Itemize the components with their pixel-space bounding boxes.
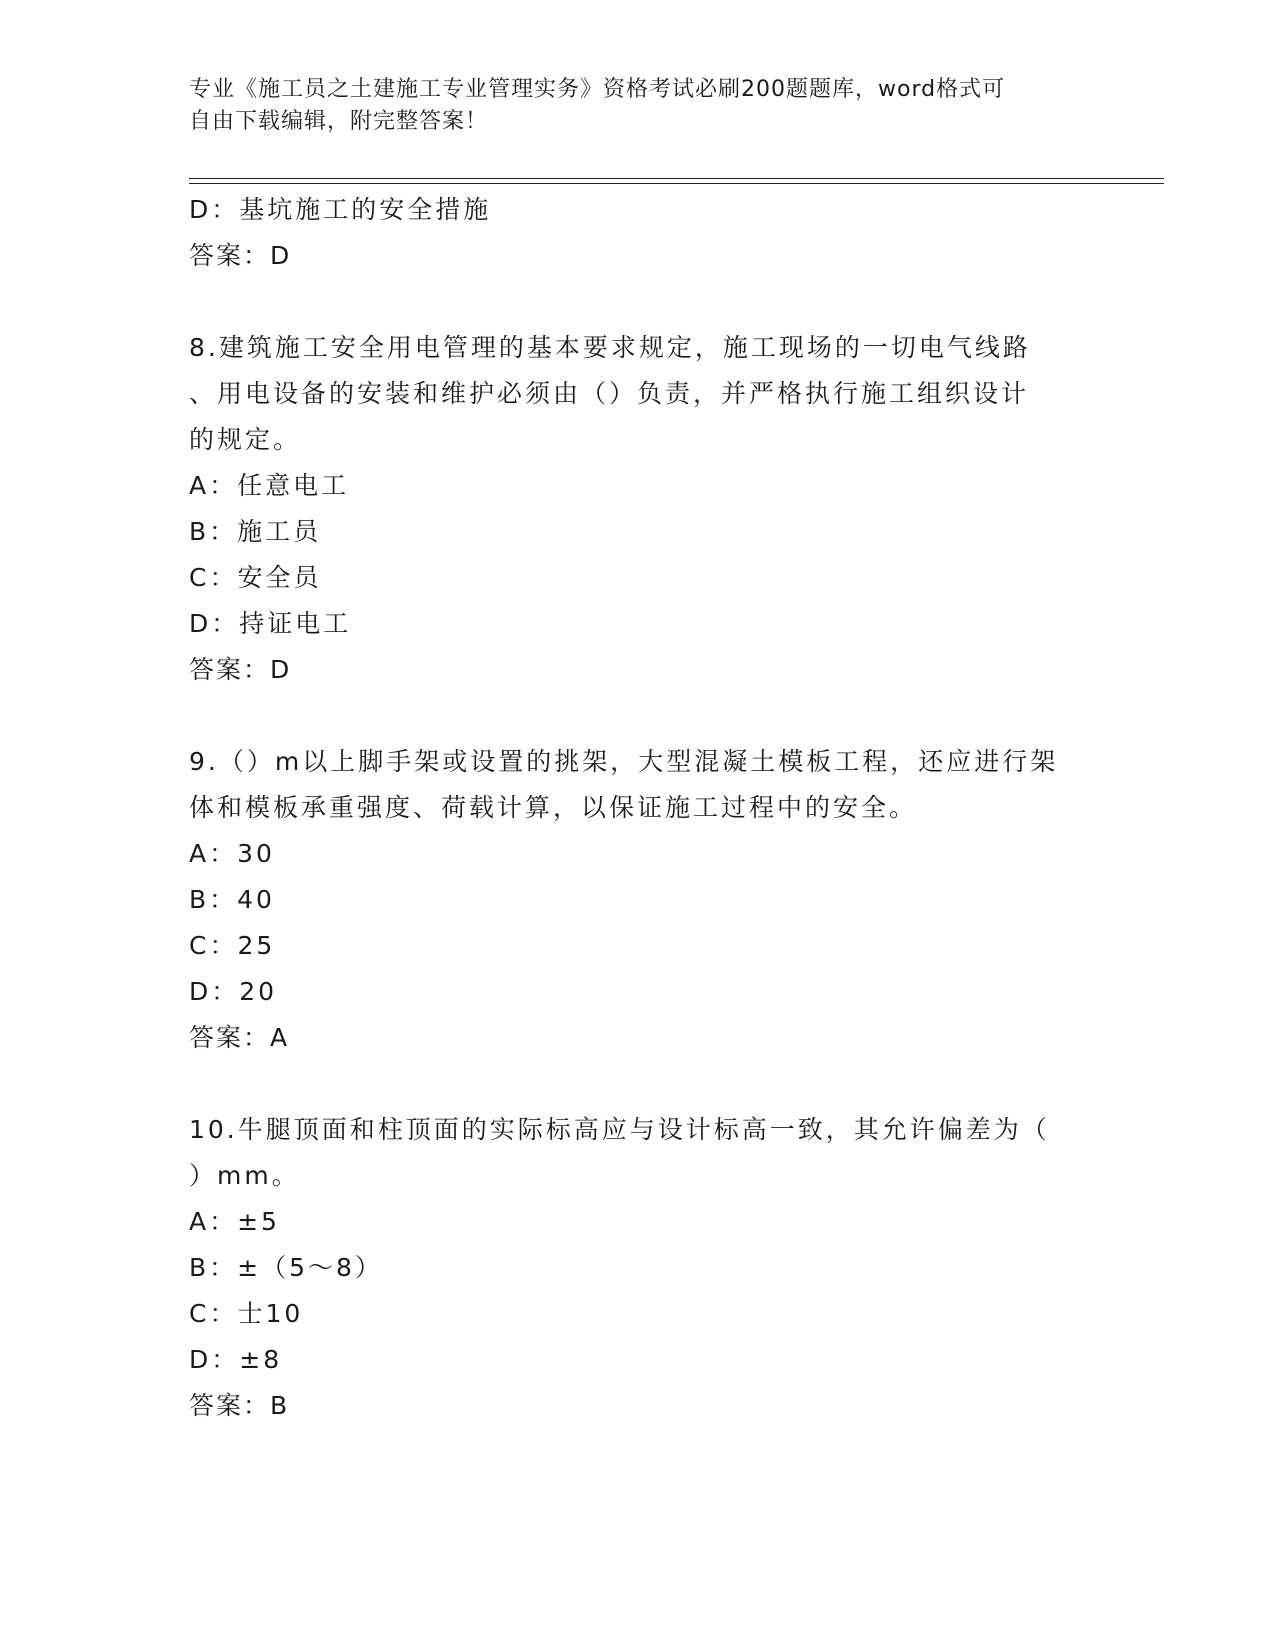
question-line: ）mm。 <box>189 1161 300 1190</box>
question-10 <box>189 1107 1109 1429</box>
option-d: D：20 <box>189 977 278 1006</box>
answer-line: 答案：B <box>189 1391 290 1420</box>
option-b: B：40 <box>189 885 275 914</box>
spacer <box>189 693 1109 739</box>
option-c: C：25 <box>189 931 276 960</box>
answer-line: 答案：D <box>189 655 292 684</box>
header-rule-top <box>189 178 1164 179</box>
question-text <box>189 325 1109 463</box>
option-c: C：安全员 <box>189 563 322 592</box>
option-b: B：±（5～8） <box>189 1253 383 1282</box>
question-line: 体和模板承重强度、荷载计算，以保证施工过程中的安全。 <box>189 793 918 822</box>
header-line-2: 自由下载编辑，附完整答案！ <box>189 109 489 134</box>
option-b: B：施工员 <box>189 517 322 546</box>
option-a: A：±5 <box>189 1207 280 1236</box>
header-line-1: 专业《施工员之土建施工专业管理实务》资格考试必刷200题题库，word格式可 <box>189 77 1006 102</box>
document-body <box>189 187 1109 1429</box>
option-c: C：士10 <box>189 1299 304 1328</box>
question-line: 10.牛腿顶面和柱顶面的实际标高应与设计标高一致，其允许偏差为（ <box>189 1115 1050 1144</box>
question-text <box>189 739 1109 831</box>
option-d: D：持证电工 <box>189 609 352 638</box>
question-text <box>189 1107 1109 1199</box>
question-9 <box>189 739 1109 1061</box>
answer-line: 答案：D <box>189 241 292 270</box>
question-8 <box>189 325 1109 693</box>
question-line: 8.建筑施工安全用电管理的基本要求规定，施工现场的一切电气线路 <box>189 333 1031 362</box>
answer-line: 答案：A <box>189 1023 290 1052</box>
header-rule-bottom <box>189 183 1164 184</box>
spacer <box>189 1061 1109 1107</box>
option-a: A：30 <box>189 839 275 868</box>
question-line: 、用电设备的安装和维护必须由（）负责，并严格执行施工组织设计 <box>189 379 1030 408</box>
option-d: D：基坑施工的安全措施 <box>189 195 492 224</box>
question-line: 的规定。 <box>189 425 302 454</box>
option-a: A：任意电工 <box>189 471 350 500</box>
previous-question-tail <box>189 187 1109 279</box>
question-line: 9.（）m以上脚手架或设置的挑架，大型混凝土模板工程，还应进行架 <box>189 747 1059 776</box>
document-header <box>189 74 1069 138</box>
option-d: D：±8 <box>189 1345 283 1374</box>
spacer <box>189 279 1109 325</box>
